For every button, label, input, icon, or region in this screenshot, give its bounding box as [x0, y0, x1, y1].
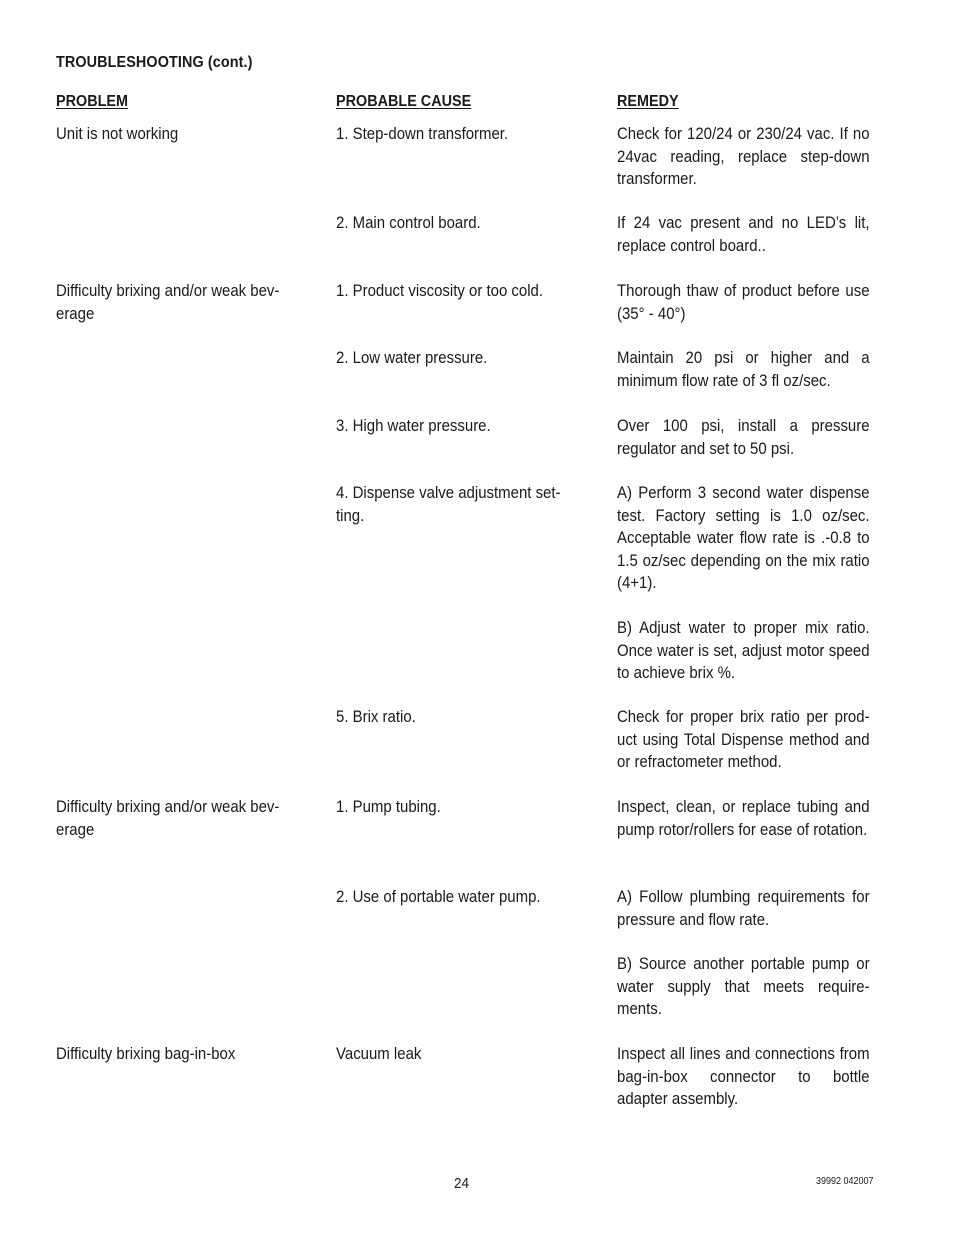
section-title: TROUBLESHOOTING (cont.) [56, 54, 253, 71]
cause-entry: 2. Low water pressure. [336, 348, 488, 367]
remedy-entry: Maintain 20 psi or higher and a minimum flow rate of 3 fl oz/sec. [617, 348, 870, 390]
cause-entry: 1. Product viscosity or too cold. [336, 281, 544, 300]
remedy-column-header: REMEDY [617, 93, 679, 110]
remedy-entry: Check for proper brix ratio per prod-uct using Total Dispense method and or refractometer method. [617, 707, 870, 771]
remedy-entry: A) Perform 3 second water dispense test. Factory setting is 1.0 oz/sec. Acceptable water flow rate is .-0.8 to 1.5 oz/sec depending on the mix ratio (4+1). [617, 483, 870, 592]
remedy-entry: If 24 vac present and no LED’s lit, replace control board.. [617, 213, 870, 255]
cause-entry: 4. Dispense valve adjustment set- ting. [336, 483, 561, 525]
remedy-entry: B) Source another portable pump or water supply that meets require-ments. [617, 954, 870, 1018]
cause-entry: 5. Brix ratio. [336, 707, 416, 726]
probable-cause-column-header: PROBABLE CAUSE [336, 93, 472, 110]
remedy-entry: B) Adjust water to proper mix ratio. Once water is set, adjust motor speed to achieve brix %. [617, 618, 870, 682]
remedy-entry: Inspect, clean, or replace tubing and pump rotor/rollers for ease of rotation. [617, 797, 870, 839]
problem-column-header: PROBLEM [56, 93, 128, 110]
remedy-entry: A) Follow plumbing requirements for pressure and flow rate. [617, 887, 870, 929]
remedy-entry: Thorough thaw of product before use (35° - 40°) [617, 281, 870, 323]
cause-entry: 1. Pump tubing. [336, 797, 441, 816]
cause-entry: 2. Use of portable water pump. [336, 887, 541, 906]
cause-entry: 3. High water pressure. [336, 416, 491, 435]
remedy-entry: Over 100 psi, install a pressure regulator and set to 50 psi. [617, 416, 870, 458]
problem-entry: Difficulty brixing bag-in-box [56, 1044, 236, 1063]
remedy-entry: Inspect all lines and connections from bag-in-box connector to bottle adapter assembly. [617, 1044, 870, 1108]
problem-entry: Unit is not working [56, 124, 179, 143]
problem-entry: Difficulty brixing and/or weak bev- erage [56, 797, 280, 839]
cause-entry: 2. Main control board. [336, 213, 481, 232]
cause-entry: Vacuum leak [336, 1044, 422, 1063]
document-code: 39992 042007 [816, 1176, 874, 1187]
problem-entry: Difficulty brixing and/or weak bev- erage [56, 281, 280, 323]
cause-entry: 1. Step-down transformer. [336, 124, 509, 143]
page-number: 24 [454, 1175, 470, 1192]
remedy-entry: Check for 120/24 or 230/24 vac. If no 24vac reading, replace step-down transformer. [617, 124, 870, 188]
